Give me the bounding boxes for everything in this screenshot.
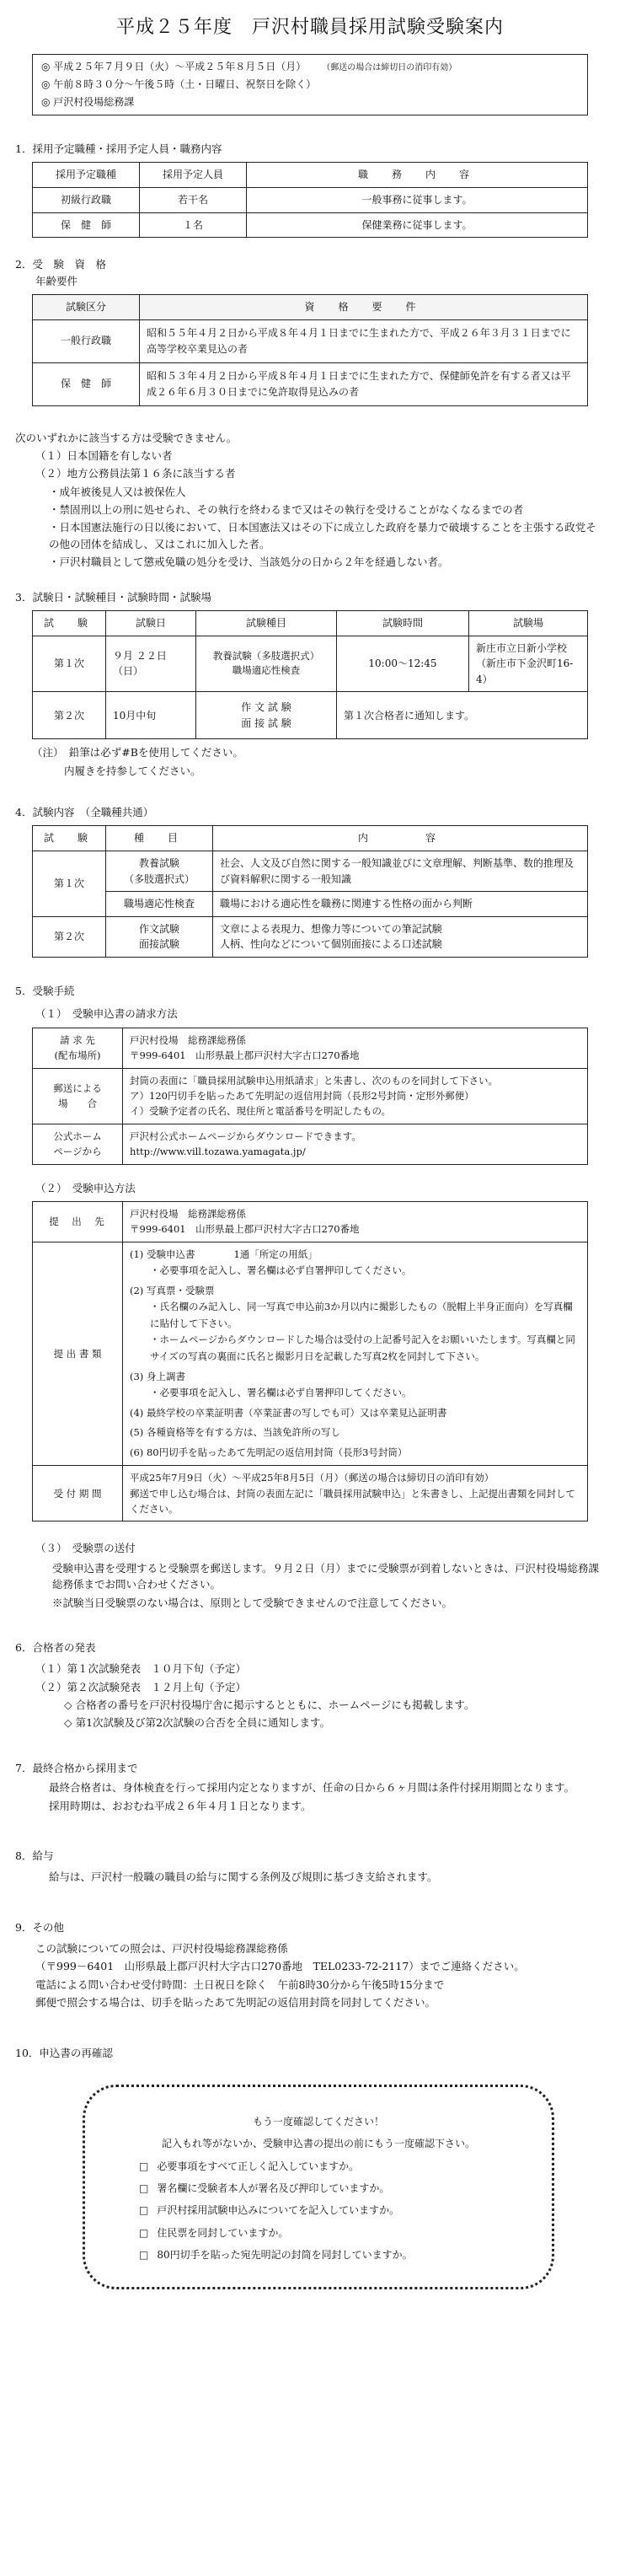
announce-4: ◇ 第1次試験及び第2次試験の合否を全員に通知します。 [64,1716,330,1730]
disqual-1: （１）日本国籍を有しない者 [35,448,173,462]
other-p4: 郵便で照会する場合は、切手を貼ったあて先明記の返信用封筒を同封してください。 [35,1996,436,2010]
cell: （新庄市下金沢町16-4） [476,657,574,685]
disqual-lead: 次のいずれかに該当する方は受験できません。 [15,431,238,444]
final-p1: 最終合格者は、身体検査を行って採用内定となりますが、任命の日から６ヶ月間は条件付採用期間となります。 [49,1781,575,1795]
section-6 [15,1640,605,1731]
announce-1: （１）第１次試験発表 １０月下旬（予定） [35,1662,247,1676]
cell: 職場における適応性を職務に関連する性格の面から判断 [213,892,588,917]
checklist-lead: 記入もれ等がないか、受験申込書の提出の前にもう一度確認下さい。 [161,2138,475,2150]
section-1-title: 1．採用予定職種・採用予定人員・職務内容 [15,142,222,156]
th: 試験日 [106,610,196,636]
cell: 教養試験 [138,857,179,870]
th-requirement: 資 格 要 件 [140,295,588,320]
cell: 第２次 [33,916,106,957]
info-hours: ◎ 午前８時３０分～午後５時（土・日曜日、祝祭日を除く） [41,78,317,91]
disqual-b3: ・日本国憲法施行の日以後において、日本国憲法又はその下に成立した政府を暴力で破壊することを主張する政党その他の団体を結成し、又はこれに加入した者。 [49,521,596,550]
th-category: 試験区分 [33,295,140,320]
disqual-b4: ・戸沢村職員として懲戒免職の処分を受け、当該処分の日から２年を経過しない者。 [49,555,449,569]
cell: 郵送による 場 合 [33,1068,123,1124]
cell: 若干名 [140,188,247,213]
cell: 戸沢村役場 総務課総務係 〒999-6401 山形県最上郡戸沢村大字古口270番地 [123,1201,588,1242]
section-1 [15,141,605,238]
doc-6: (6) 80円切手を貼ったあて先明記の返信用封筒（長形3号封筒） [130,1446,408,1458]
info-period: ◎ 平成２５年７月９日（火）～平成２５年８月５日（月） [41,61,307,73]
section-5-sub2: （２） 受験申込方法 [35,1181,136,1194]
section-5 [15,983,605,1611]
disqual-b2: ・禁固刑以上の刑に処せられ、その執行を終わるまで又はその執行を受けることがなくなるまでの者 [49,503,524,517]
cell: 昭和５３年４月２日から平成８年４月１日までに生まれた方で、保健師免許を有する者又は平成２６年６月３０日までに免許取得見込みの者 [140,362,588,405]
section-4-title: 4．試験内容 （全職種共通） [15,806,154,819]
doc-3-note: ・必要事項を記入し、署名欄は必ず自署押印してください。 [150,1387,412,1399]
cell: 一般行政職 [33,319,140,362]
th: 試験場 [469,610,588,636]
section-6-title: 6．合格者の発表 [15,1640,96,1654]
section-3 [15,589,605,780]
final-p2: 採用時期は、おおむね平成２６年４月１日となります。 [49,1799,312,1812]
announce-3: ◇ 合格者の番号を戸沢村役場庁舎に掲示するとともに、ホームページにも掲載します。 [64,1699,475,1712]
cell: 新庄市立日新小学校 [476,641,568,654]
announce-2: （２）第２次試験発表 １２月上旬（予定） [35,1680,247,1693]
th: 種 目 [106,826,213,851]
cell: （多肢選択式） [123,872,195,885]
section-7 [15,1760,605,1814]
th-count: 採用予定人員 [140,163,247,188]
cell: 面接試験 [138,938,179,951]
th: 試 験 [33,826,106,851]
section-8 [15,1848,605,1886]
doc-2-note2: ・ホームページからダウンロードした場合は受付の上記番号記入をお願いいたします。写真欄と同サイズの写真の裏面に氏名と撮影月日を記載した写真2枚を同封して下さい。 [150,1334,575,1362]
note-2: 内履きを持参してください。 [64,764,201,777]
cell: 10:00～12:45 [337,636,469,692]
cell: 受 付 期 間 [33,1466,123,1521]
doc-4: (4) 最終学校の卒業証明書（卒業証書の写しでも可）又は卒業見込証明書 [130,1406,447,1419]
disqual-b1: ・成年被後見人又は被保佐人 [49,485,186,498]
section-3-title: 3．試験日・試験種目・試験時間・試験場 [15,590,211,604]
other-p2: （〒999－6401 山形県最上郡戸沢村大字古口270番地 TEL0233-72-2117）までご連絡ください。 [35,1960,525,1973]
cell: 公式ホーム ページから [33,1124,123,1164]
cell: 第２次 [33,692,106,739]
checklist-item: □ 80円切手を貼った宛先明記の封筒を同封していますか。 [139,2244,532,2266]
cell: 第１次合格者に通知します。 [337,692,588,739]
th: 試験種目 [196,610,337,636]
section-7-title: 7．最終合格から採用まで [15,1761,138,1774]
document [15,0,605,2289]
cell: 保健業務に従事します。 [247,212,588,238]
content-table [32,825,588,958]
ticket-p1: 受験申込書を受理すると受験票を郵送します。９月２日（月）までに受験票が到着しないときは、戸沢村役場総務課総務係までお問い合わせください。 [52,1561,600,1591]
cell: 請 求 先 (配布場所) [33,1028,123,1068]
cell: 封筒の表面に「職員採用試験申込用紙請求」と朱書し、次のものを同封して下さい。 ア）120円切手を貼ったあて先明記の返信用封筒（長形2号封筒・定形外郵便） イ）受験予定者の氏名、現住所と電話番号を明記したもの。 [123,1068,588,1124]
cell: 提 出 書 類 [33,1242,123,1466]
cell: １名 [140,212,247,238]
info-period-note: （郵送の場合は締切日の消印有効） [326,63,457,73]
qualification-table [32,294,588,406]
cell: 第１次 [33,851,106,917]
doc-5: (5) 各種資格等を有する方は、当該免許所の写し [130,1426,340,1439]
section-5-sub1: （１） 受験申込書の請求方法 [35,1007,178,1021]
cell: 面 接 試 験 [241,716,291,729]
cell: 人柄、性向などについて個別面接による口述試験 [220,938,442,951]
cell: 提 出 先 [33,1201,123,1242]
cell: ９月 ２２日（日） [106,636,196,692]
cell: 教養試験（多肢選択式） [212,649,320,662]
th-position: 採用予定職種 [33,163,140,188]
section-4 [15,804,605,958]
section-2-title: 2．受 験 資 格 [15,258,106,271]
checklist-heading: もう一度確認してください！ [252,2115,384,2128]
other-p3: 電話による問い合わせ受付時間：土日祝日を除く 午前8時30分から午後5時15分まで [35,1978,445,1991]
cell: 10月中旬 [106,692,196,739]
info-box [32,54,588,115]
section-9-title: 9．その他 [15,1920,64,1934]
page-title: 平成２５年度 戸沢村職員採用試験受験案内 [115,17,504,38]
info-place: ◎ 戸沢村役場総務課 [41,96,135,109]
doc-1-note: ・必要事項を記入し、署名欄は必ず自署押印してください。 [150,1264,412,1277]
doc-1: (1) 受験申込書 1通「所定の用紙」 [130,1248,318,1260]
checklist-item: □ 戸沢村採用試験申込みについてを記入していますか。 [139,2199,532,2221]
salary-p1: 給与は、戸沢村一般職の職員の給与に関する条例及び規則に基づき支給されます。 [49,1870,438,1884]
section-8-title: 8．給与 [15,1849,54,1862]
checklist-item: □ 必要事項をすべて正しく記入していますか。 [139,2155,532,2177]
section-5-title: 5．受験手続 [15,985,75,998]
section-5-sub3: （３） 受験票の送付 [35,1542,136,1555]
cell: 昭和５５年４月２日から平成８年４月１日までに生まれた方で、平成２６年３月３１日までに高等学校卒業見込の者 [140,319,588,362]
cell: 保 健 師 [33,212,140,238]
th: 内 容 [213,826,588,851]
th-duties: 職 務 内 容 [247,163,588,188]
positions-table [32,162,588,238]
section-2 [15,256,605,570]
application-table [32,1201,588,1522]
section-10-title: 10．申込書の再確認 [15,2046,113,2059]
ticket-p2: ※試験当日受験票のない場合は、原則として受験できませんので注意してください。 [52,1596,453,1609]
cell: 平成25年7月9日（火）～平成25年8月5日（月）（郵送の場合は締切日の消印有効） 郵送で申し込む場合は、封筒の表面左記に「職員採用試験申込」と朱書きし、上記提出書類を同封してください。 [123,1466,588,1521]
disqual-2: （２）地方公務員法第１６条に該当する者 [35,467,236,480]
cell: 作文試験 [138,922,179,935]
doc-2-note: ・氏名欄のみ記入し、同一写真で申込前3か月以内に撮影したもの（脱帽上半身正面向）を写真欄に貼付して下さい。 [150,1301,573,1329]
cell: 保 健 師 [33,362,140,405]
th: 試験時間 [337,610,469,636]
cell: 文章による表現力、想像力等についての筆記試験 [220,922,442,935]
other-p1: この試験についての照会は、戸沢村役場総務課総務係 [35,1942,288,1956]
cell: 作 文 試 験 [241,701,291,714]
checklist-item: □ 署名欄に受験者本人が署名及び押印していますか。 [139,2177,532,2199]
schedule-table [32,610,588,739]
cell: 社会、人文及び自然に関する一般知識並びに文章理解、判断基準、数的推理及び資料解釈に関する一般知識 [213,851,588,892]
cell: 第１次 [33,636,106,692]
cell: 一般事務に従事します。 [247,188,588,213]
checklist-item: □ 住民票を同封していますか。 [139,2222,532,2244]
doc-2: (2) 写真票・受験票 [130,1284,215,1296]
cell: 初級行政職 [33,188,140,213]
section-9 [15,1919,605,2011]
th: 試 験 [33,610,106,636]
cell: 職場適応性検査 [106,892,213,917]
section-10 [15,2045,605,2289]
note-1: （注） 鉛筆は必ず#Bを使用してください。 [32,746,243,759]
checklist-box [83,2085,554,2289]
request-table [32,1028,588,1165]
cell: 戸沢村役場 総務課総務係 〒999-6401 山形県最上郡戸沢村大字古口270番地 [123,1028,588,1068]
doc-3: (3) 身上調書 [130,1370,185,1382]
cell: 戸沢村公式ホームページからダウンロードできます。 http://www.vill.tozawa.yamagata.jp/ [123,1124,588,1164]
section-2-sub: 年齢要件 [35,274,78,287]
cell: 職場適応性検査 [232,664,301,677]
